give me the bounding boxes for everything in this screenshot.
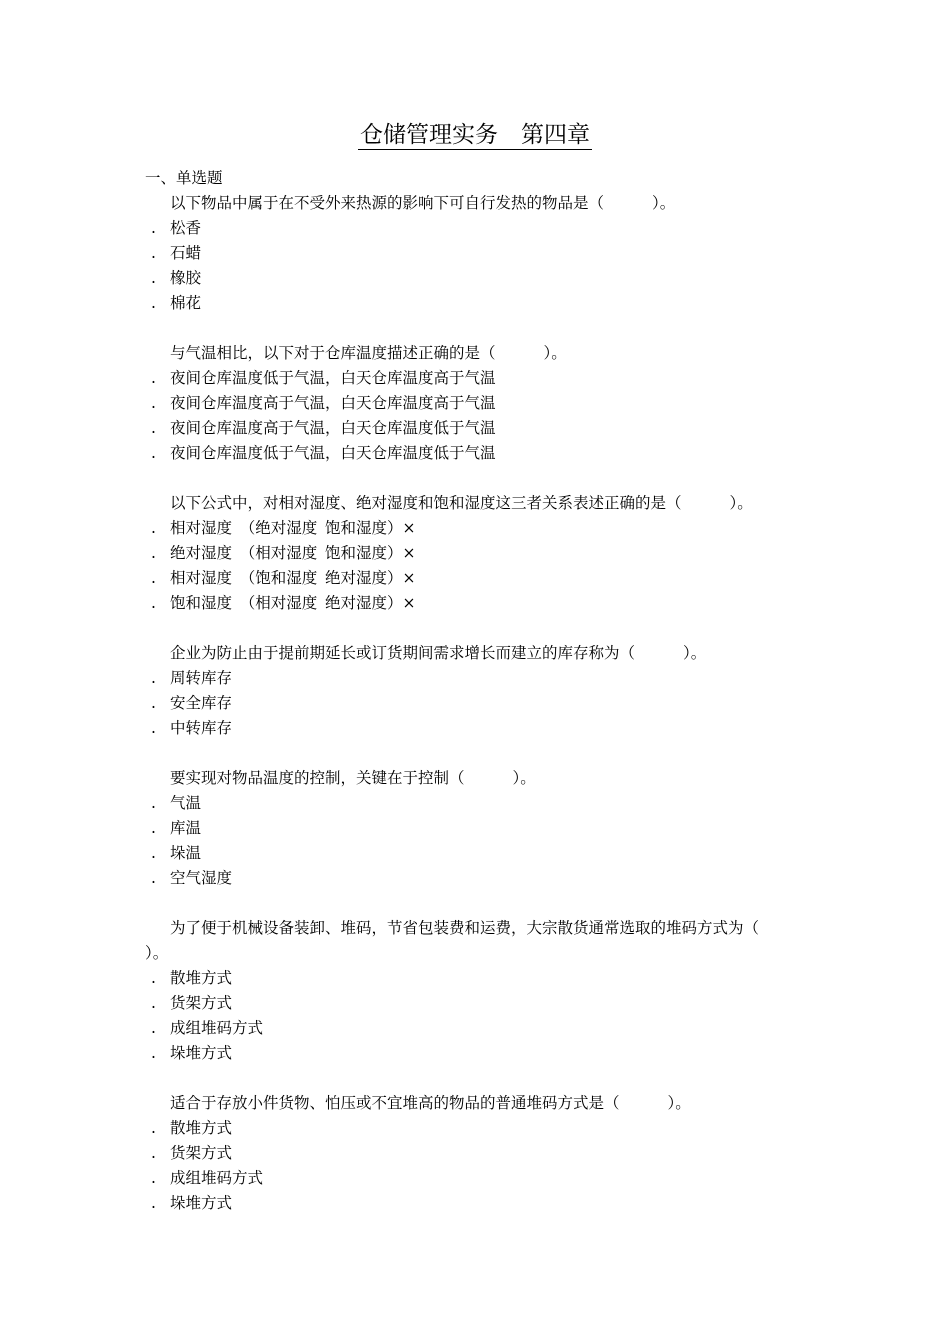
option-item: [145, 691, 815, 716]
section-heading: 一、单选题: [145, 169, 223, 187]
option-item: [145, 716, 815, 741]
question-text-end: ）。: [729, 494, 753, 512]
option-item: [145, 841, 815, 866]
document-title-text: 仓储管理实务 第四章: [360, 122, 590, 148]
option-marker: .: [151, 519, 156, 537]
option-text: 周转库存: [170, 669, 233, 687]
question-list: [145, 191, 815, 1216]
option-text: 棉花: [170, 294, 202, 312]
question-text: 为了便于机械设备装卸、堆码，节省包装费和运费，大宗散货通常选取的堆码方式为（: [170, 919, 760, 937]
option-marker: .: [151, 869, 156, 887]
option-marker: .: [151, 1044, 156, 1062]
option-item: [145, 441, 815, 466]
option-text: 成组堆码方式: [170, 1019, 264, 1037]
option-marker: .: [151, 394, 156, 412]
option-text: 成组堆码方式: [170, 1169, 264, 1187]
option-marker: .: [151, 669, 156, 687]
option-item: [145, 266, 815, 291]
question-text-end: ）。: [683, 644, 707, 662]
option-marker: .: [151, 294, 156, 312]
question-text: 要实现对物品温度的控制，关键在于控制（: [170, 769, 465, 787]
option-text: 饱和湿度 （相对湿度 绝对湿度）×: [170, 594, 416, 612]
question-text: 以下公式中，对相对湿度、绝对湿度和饱和湿度这三者关系表述正确的是（: [170, 494, 682, 512]
option-text: 气温: [170, 794, 202, 812]
question-stem: [145, 1091, 815, 1116]
option-marker: .: [151, 1144, 156, 1162]
option-item: [145, 591, 815, 616]
option-marker: .: [151, 544, 156, 562]
option-marker: .: [151, 719, 156, 737]
option-text: 垛温: [170, 844, 202, 862]
option-item: [145, 516, 815, 541]
option-text: 相对湿度 （饱和湿度 绝对湿度）×: [170, 569, 416, 587]
option-marker: .: [151, 419, 156, 437]
option-marker: .: [151, 794, 156, 812]
option-item: [145, 1141, 815, 1166]
option-marker: .: [151, 219, 156, 237]
option-item: [145, 1016, 815, 1041]
option-item: [145, 816, 815, 841]
option-marker: .: [151, 244, 156, 262]
option-marker: .: [151, 1169, 156, 1187]
question: [145, 191, 815, 316]
option-item: [145, 241, 815, 266]
option-item: [145, 416, 815, 441]
option-text: 石蜡: [170, 244, 202, 262]
question-stem: [145, 766, 815, 791]
option-item: [145, 566, 815, 591]
question: [145, 491, 815, 616]
question-text: 适合于存放小件货物、怕压或不宜堆高的物品的普通堆码方式是（: [170, 1094, 620, 1112]
option-item: [145, 991, 815, 1016]
question: [145, 916, 815, 1066]
option-text: 橡胶: [170, 269, 202, 287]
option-item: [145, 391, 815, 416]
question-text-end: ）。: [145, 944, 169, 962]
question-text: 与气温相比，以下对于仓库温度描述正确的是（: [170, 344, 496, 362]
option-text: 库温: [170, 819, 202, 837]
option-text: 相对湿度 （绝对湿度 饱和湿度）×: [170, 519, 416, 537]
option-item: [145, 1116, 815, 1141]
question-stem: [145, 491, 815, 516]
question: [145, 341, 815, 466]
option-text: 空气湿度: [170, 869, 233, 887]
option-marker: .: [151, 594, 156, 612]
option-marker: .: [151, 369, 156, 387]
option-text: 垛堆方式: [170, 1044, 233, 1062]
option-item: [145, 866, 815, 891]
question: [145, 641, 815, 741]
option-marker: .: [151, 844, 156, 862]
option-text: 货架方式: [170, 994, 233, 1012]
option-item: [145, 291, 815, 316]
question-text-end: ）。: [543, 344, 567, 362]
question-stem: [145, 641, 815, 666]
option-text: 散堆方式: [170, 969, 233, 987]
option-item: [145, 666, 815, 691]
question-stem: [145, 191, 815, 216]
option-marker: .: [151, 1119, 156, 1137]
option-text: 货架方式: [170, 1144, 233, 1162]
option-marker: .: [151, 1019, 156, 1037]
option-text: 安全库存: [170, 694, 233, 712]
question: [145, 766, 815, 891]
option-marker: .: [151, 269, 156, 287]
option-item: [145, 541, 815, 566]
option-item: [145, 216, 815, 241]
option-marker: .: [151, 819, 156, 837]
option-text: 夜间仓库温度低于气温，白天仓库温度低于气温: [170, 444, 496, 462]
question-text: 以下物品中属于在不受外来热源的影响下可自行发热的物品是（: [170, 194, 605, 212]
option-text: 绝对湿度 （相对湿度 饱和湿度）×: [170, 544, 416, 562]
option-text: 散堆方式: [170, 1119, 233, 1137]
option-marker: .: [151, 444, 156, 462]
option-marker: .: [151, 969, 156, 987]
option-item: [145, 966, 815, 991]
question: [145, 1091, 815, 1216]
question-text: 企业为防止由于提前期延长或订货期间需求增长而建立的库存称为（: [170, 644, 636, 662]
question-stem: [145, 341, 815, 366]
option-item: [145, 366, 815, 391]
option-text: 松香: [170, 219, 202, 237]
document-title: [0, 118, 950, 152]
option-marker: .: [151, 994, 156, 1012]
option-marker: .: [151, 569, 156, 587]
question-stem: [145, 916, 815, 966]
option-text: 垛堆方式: [170, 1194, 233, 1212]
option-text: 夜间仓库温度低于气温，白天仓库温度高于气温: [170, 369, 496, 387]
option-item: [145, 1191, 815, 1216]
question-text-end: ）。: [667, 1094, 691, 1112]
option-text: 夜间仓库温度高于气温，白天仓库温度低于气温: [170, 419, 496, 437]
option-marker: .: [151, 1194, 156, 1212]
question-text-end: ）。: [512, 769, 536, 787]
question-text-end: ）。: [652, 194, 676, 212]
option-item: [145, 1041, 815, 1066]
option-text: 夜间仓库温度高于气温，白天仓库温度高于气温: [170, 394, 496, 412]
option-item: [145, 791, 815, 816]
option-item: [145, 1166, 815, 1191]
option-marker: .: [151, 694, 156, 712]
option-text: 中转库存: [170, 719, 233, 737]
